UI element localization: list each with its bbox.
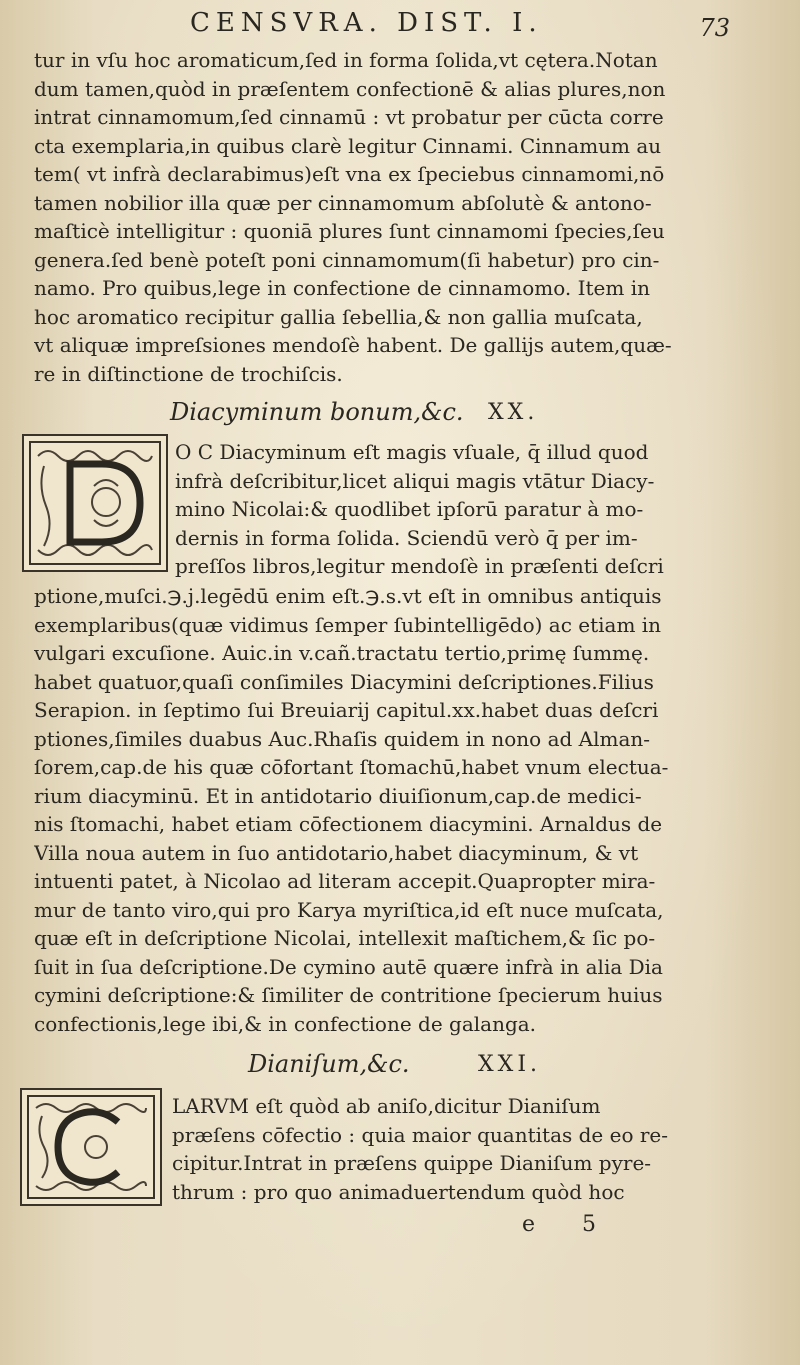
text-line: quæ eſt in deſcriptione Nicolai, intellexit maſtichem,& ſic po- [34, 926, 656, 950]
text-line: exemplaribus(quæ vidimus ſemper ſubintelligēdo) ac etiam in [34, 612, 662, 637]
text-line: ptione,muſci.℈.j.legēdū enim eſt.℈.s.vt eſt in omnibus antiquis [34, 584, 662, 608]
text-line: cipitur.Intrat in præſens quippe Dianiſum pyre- [172, 1151, 652, 1175]
text-line: ptiones,ſimiles duabus Auc.Rhaſis quidem in nono ad Alman- [34, 726, 651, 751]
text-line: LARVM eſt quòd ab aniſo,dicitur Dianiſum [172, 1094, 601, 1118]
text-line: vulgari excuſione. Auic.in v.cañ.tractatu tertio,primę ſummę. [34, 641, 650, 665]
text-line: infrà deſcribitur,licet aliqui magis vtātur Diacy- [175, 468, 655, 493]
text-line: rium diacyminū. Et in antidotario diuiſionum,cap.de medici- [34, 783, 642, 808]
ornament-d-icon [24, 436, 166, 570]
signature-mark: e 5 [522, 1212, 617, 1237]
running-head [190, 8, 730, 40]
text-line: ſorem,cap.de his quæ cōfortant ſtomachū,habet vnum electua- [34, 755, 669, 779]
paragraph-section-xx-indented [175, 438, 775, 581]
text-line: cymini deſcriptione:& ſimiliter de contritione ſpecierum huius [34, 983, 663, 1007]
text-line: re in diſtinctione de trochiſcis. [34, 361, 343, 386]
text-line: ſuit in ſua deſcriptione.De cymino autē quære infrà in alia Dia [34, 954, 663, 979]
section-heading-xx [170, 398, 590, 432]
text-line: mino Nicolai:& quodlibet ipſorū paratur à mo- [175, 497, 644, 521]
text-line: tur in vſu hoc aromaticum,ſed in forma ſolida,vt cętera.Notan [34, 48, 658, 72]
paragraph-section-xx [34, 582, 794, 1038]
text-line: vt aliquæ impreſsiones mendoſè habent. De gallijs autem,quæ- [34, 333, 672, 357]
text-line: mur de tanto viro,qui pro Karya myriſtica,id eſt nuce muſcata, [34, 897, 664, 922]
text-line: Villa noua autem in ſuo antidotario,habet diacyminum, & vt [34, 840, 639, 865]
text-line: thrum : pro quo animaduertendum quòd hoc [172, 1179, 625, 1204]
text-line: maſticè intelligitur : quoniā plures ſunt cinnamomi ſpecies,ſeu [34, 219, 665, 243]
text-line: hoc aromatico recipitur gallia ſebellia,& non gallia muſcata, [34, 304, 643, 329]
page-number: 73 [699, 14, 730, 42]
text-line: dum tamen,quòd in præſentem confectionē & alias plures,non [34, 76, 666, 101]
text-line: confectionis,lege ibi,& in confectione de galanga. [34, 1011, 537, 1036]
text-line: tamen nobilior illa quæ per cinnamomum abſolutè & antono- [34, 190, 652, 215]
section-number: XXI. [478, 1052, 542, 1077]
text-line: cta exemplaria,in quibus clarè legitur Cinnami. Cinnamum au [34, 133, 662, 158]
text-line: Serapion. in ſeptimo ſui Breuiarij capitul.xx.habet duas deſcri [34, 698, 659, 722]
text-line: intuenti patet, à Nicolao ad literam accepit.Quapropter mira- [34, 869, 656, 893]
text-line: tem( vt infrà declarabimus)eſt vna ex ſpeciebus cinnamomi,nō [34, 162, 665, 186]
text-line: O C Diacyminum eſt magis vſuale, q̄ illud quod [175, 440, 649, 464]
decorated-initial-icon [22, 434, 168, 572]
section-title: Diacyminum bonum,&c. [170, 398, 464, 426]
paragraph-section-xxi [172, 1092, 782, 1206]
section-title: Dianiſum,&c. [248, 1050, 410, 1078]
paragraph-continuation [34, 46, 794, 388]
running-head-title: CENSVRA. DIST. I. [190, 8, 543, 38]
text-line: genera.ſed benè poteſt poni cinnamomum(ſi habetur) pro cin- [34, 247, 660, 272]
section-heading-xxi [248, 1050, 668, 1084]
decorated-initial-icon [20, 1088, 162, 1206]
text-line: preſſos libros,legitur mendoſè in præſenti deſcri [175, 554, 664, 578]
text-line: dernis in forma ſolida. Sciendū verò q̄ per im- [175, 525, 638, 550]
text-line: præſens cōfectio : quia maior quantitas de eo re- [172, 1122, 669, 1147]
section-number: XX. [488, 400, 539, 425]
text-line: habet quatuor,quaſi conſimiles Diacymini deſcriptiones.Filius [34, 669, 654, 694]
ornament-c-icon [22, 1090, 160, 1204]
text-line: intrat cinnamomum,ſed cinnamū : vt probatur per cūcta corre [34, 105, 664, 129]
text-line: nis ſtomachi, habet etiam cōfectionem diacymini. Arnaldus de [34, 812, 663, 836]
text-line: namo. Pro quibus,lege in confectione de cinnamomo. Item in [34, 276, 650, 300]
